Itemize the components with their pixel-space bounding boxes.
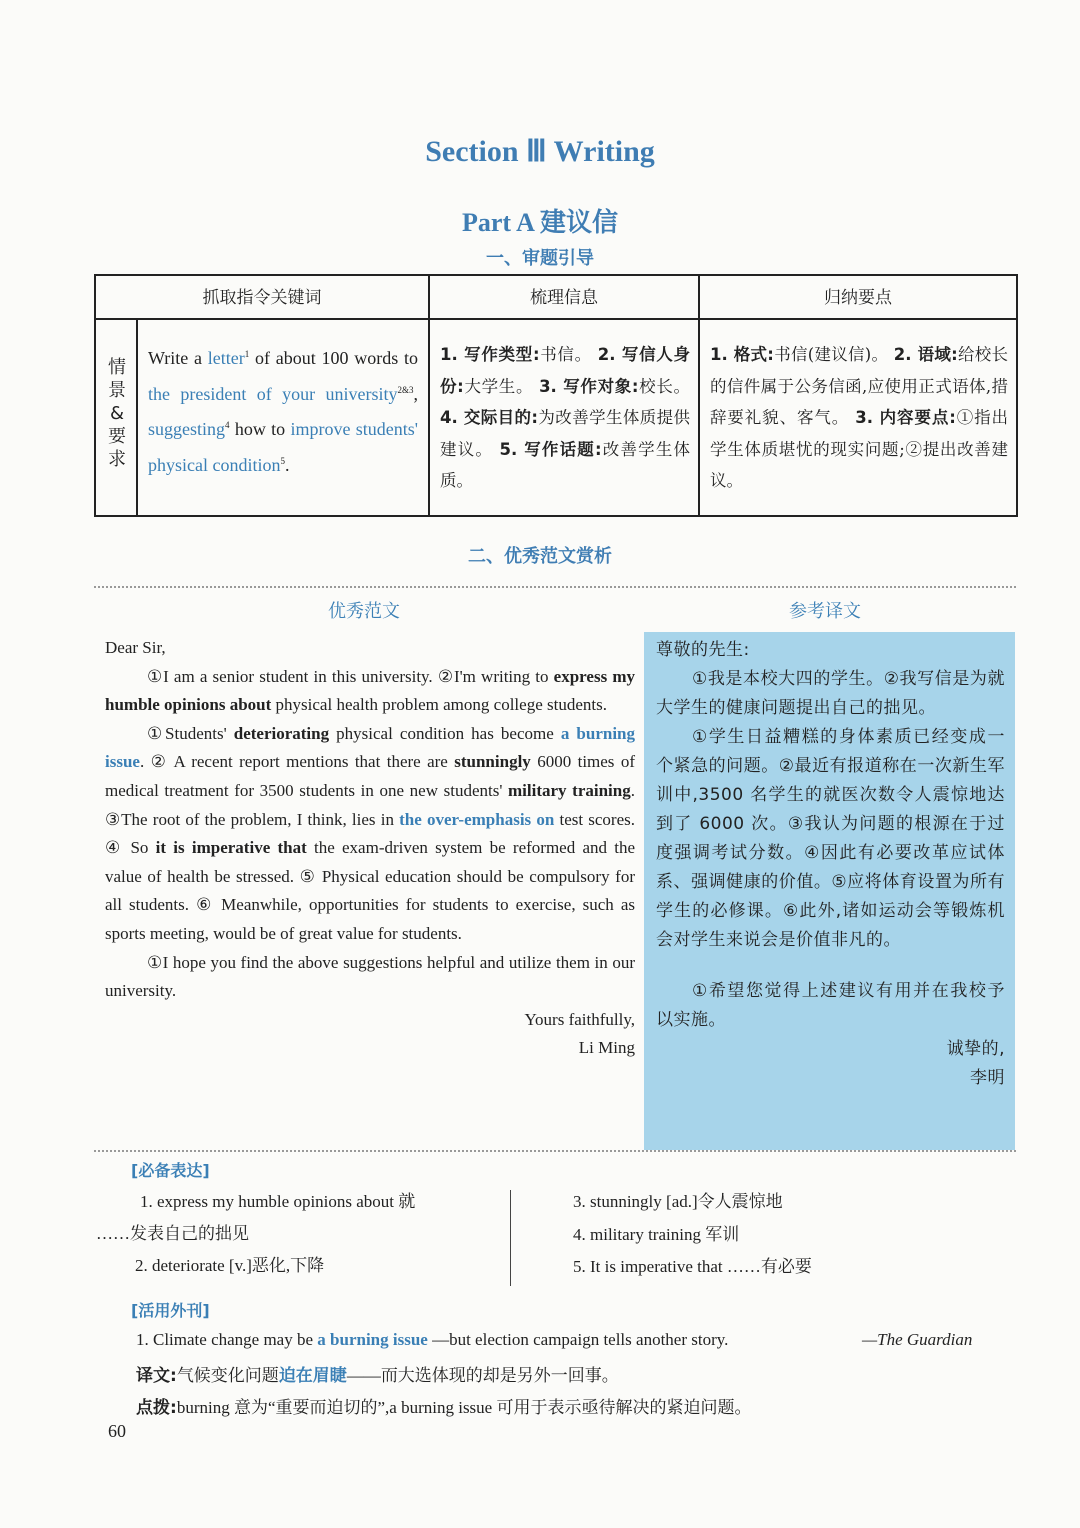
part-title: Part A 建议信 [462,208,618,237]
divider-bottom [94,1150,1016,1152]
model-letter [105,634,635,1063]
letter-salutation: Dear Sir, [105,638,166,657]
usage-translation: 译文:气候变化问题迫在眉睫——而大选体现的却是另外一回事。 [136,1366,619,1386]
letter-paragraph-1: ①I am a senior student in this university. ②I'm writing to express my humble opinions about physical health problem among college students. [105,666,635,715]
usage-tip: 点拨:burning 意为“重要而迫切的”,a burning issue 可用于表示亟待解决的紧迫问题。 [136,1398,752,1418]
header-keywords: 抓取指令关键词 [202,288,322,308]
expression-4: 4. military training 军训 [573,1225,740,1244]
translation-heading: 参考译文 [789,601,861,622]
letter-signature: Li Ming [578,1038,635,1058]
translation-closing: 诚挚的, [946,1039,1005,1059]
translation-signature: 李明 [970,1068,1005,1088]
translation-paragraph-2: ①学生日益糟糕的身体素质已经变成一个紧急的问题。②最近有报道称在一次新生军训中,3500 名学生的就医次数令人震惊地达到了 6000 次。③我认为问题的根源在于过度强调考试分数。④因此有必要改革应试体系、强调健康的价值。⑤应将体育设置为所有学生的必修课。⑥此外,诸如运动会等锻炼机会对学生来说会是价值非凡的。 [656,727,1005,950]
expressions-divider [510,1190,511,1286]
keywords-cell: Write a letter$^1$ of about 100 words to the president of your university$^{2\&3}$, suggesting$^4$ how to improve students' physical condition$^5$. [148,348,419,475]
model-heading: 优秀范文 [328,601,400,622]
header-summary: 归纳要点 [824,288,892,308]
usage-sentence: 1. Climate change may be a burning issue —but election campaign tells another story. [136,1330,729,1349]
translation-salutation: 尊敬的先生: [656,640,750,660]
letter-paragraph-3: ①I hope you find the above suggestions helpful and utilize them in our university. [105,952,635,1001]
info-cell: 1. 写作类型:书信。 2. 写信人身份:大学生。 3. 写作对象:校长。 4. 交际目的:为改善学生体质提供建议。 5. 写作话题:改善学生体质。 [440,345,691,490]
row-label: 情 景 & 要 求 [108,357,126,470]
usage-tag: [活用外刊] [131,1301,210,1320]
expression-3: 3. stunningly [ad.]令人震惊地 [573,1192,783,1211]
expression-1a: 1. express my humble opinions about 就 [140,1192,416,1211]
summary-cell: 1. 格式:书信(建议信)。 2. 语域:给校长的信件属于公务信函,应使用正式语体,措辞要礼貌、客气。 3. 内容要点:①指出学生体质堪忧的现实问题;②提出改善建议。 [710,345,1009,490]
expression-1b: ……发表自己的拙见 [96,1224,249,1243]
divider-top [94,586,1016,588]
usage-source: —The Guardian [862,1330,973,1349]
translation-box [644,632,1015,1150]
translation-paragraph-3: ①希望您觉得上述建议有用并在我校予以实施。 [656,981,1005,1030]
letter-paragraph-2: ①Students' deteriorating physical condition has become a burning issue. ② A recent report mentions that there are stunningly 6000 times of medical treatment for 3500 students in one new students' military training. ③The root of the problem, I think, lies in the over-emphasis on test scores. ④ So it is imperative that the exam-driven system be reformed and the value of health be stressed. ⑤ Physical education should be compulsory for all students. ⑥ Meanwhile, opportunities for students to exercise, such as sports meeting, would be of great value for students. [105,723,636,943]
expression-2: 2. deteriorate [v.]恶化,下降 [135,1256,325,1275]
heading-model-essay: 二、优秀范文赏析 [468,546,612,567]
letter-closing: Yours faithfully, [524,1009,635,1029]
page-number: 60 [108,1421,126,1441]
expressions-tag: [必备表达] [131,1161,210,1180]
header-info: 梳理信息 [530,288,598,308]
heading-review-guide: 一、审题引导 [486,248,594,269]
translation-paragraph-1: ①我是本校大四的学生。②我写信是为就大学生的健康问题提出自己的拙见。 [656,669,1005,718]
guide-table [94,274,1018,517]
section-title: Section Ⅲ Writing [425,135,655,168]
expression-5: 5. It is imperative that ……有必要 [573,1257,812,1276]
